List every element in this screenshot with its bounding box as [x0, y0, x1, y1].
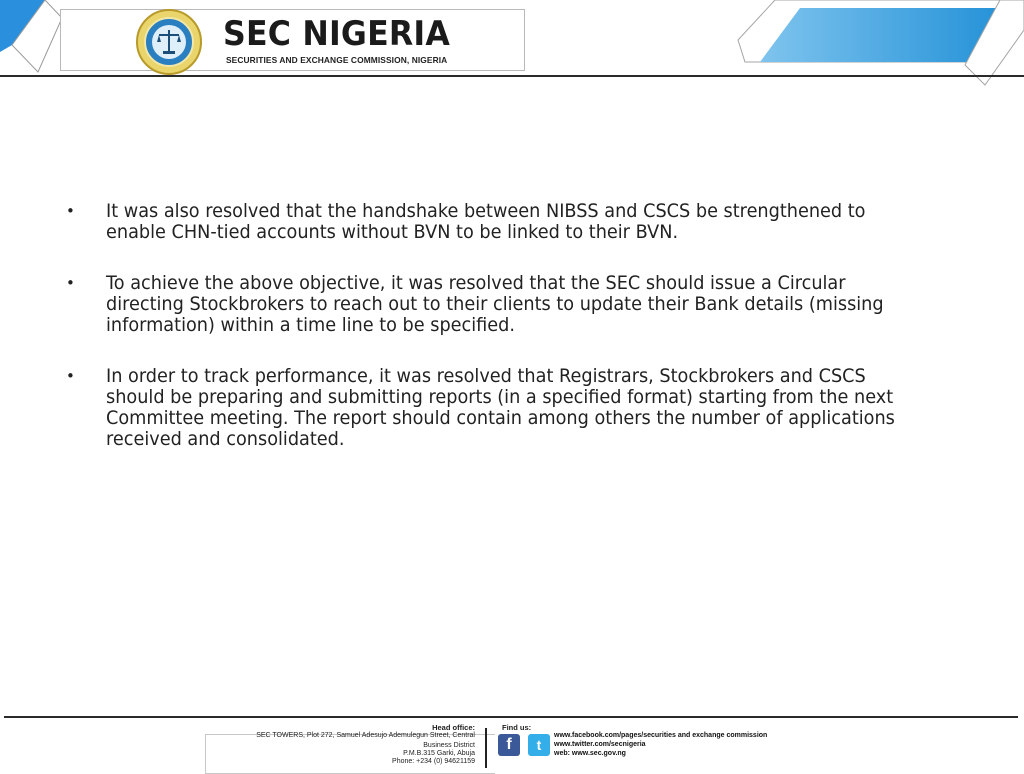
bullet-marker: • [66, 202, 75, 220]
footer-rule [4, 716, 1018, 718]
bullet-text: It was also resolved that the handshake between NIBSS and CSCS be strengthened to enable CHN-tied accounts without BVN to be linked to their BVN. [106, 200, 866, 243]
address-line: Business District [423, 742, 475, 749]
brand-title: SEC NIGERIA [223, 14, 451, 54]
slide-header [0, 0, 1024, 90]
address-line: P.M.B.315 Garki, Abuja [403, 750, 475, 757]
bullet-text: To achieve the above objective, it was resolved that the SEC should issue a Circular directing Stockbrokers to reach out to their clients to update their Bank details (missing information) within a time line to be specified. [106, 272, 884, 336]
logo-banner [60, 9, 525, 71]
sec-seal-icon [135, 8, 203, 76]
twitter-link[interactable]: www.twitter.com/secnigeria [554, 741, 646, 748]
find-us-label: Find us: [502, 723, 532, 732]
bullet-text: In order to track performance, it was resolved that Registrars, Stockbrokers and CSCS should be preparing and submitting reports (in a specified format) starting from the next Committee meeting. The report should contain among others the number of applications received and consolidated. [106, 365, 895, 450]
bullet-marker: • [66, 367, 75, 385]
brand-subtitle: SECURITIES AND EXCHANGE COMMISSION, NIGERIA [226, 55, 448, 65]
bullet-marker: • [66, 274, 75, 292]
twitter-icon[interactable]: t [528, 734, 550, 756]
phone-line: Phone: +234 (0) 94621159 [392, 758, 475, 765]
head-office-label: Head office: [432, 723, 475, 732]
facebook-link[interactable]: www.facebook.com/pages/securities and exchange commission [554, 732, 768, 739]
address-line: SEC TOWERS, Plot 272, Samuel Adesujo Ademulegun Street, Central [256, 732, 475, 739]
header-rule [0, 75, 1024, 77]
footer-divider [485, 728, 487, 768]
facebook-icon[interactable]: f [498, 734, 520, 756]
website-link[interactable]: web: www.sec.gov.ng [554, 750, 626, 757]
